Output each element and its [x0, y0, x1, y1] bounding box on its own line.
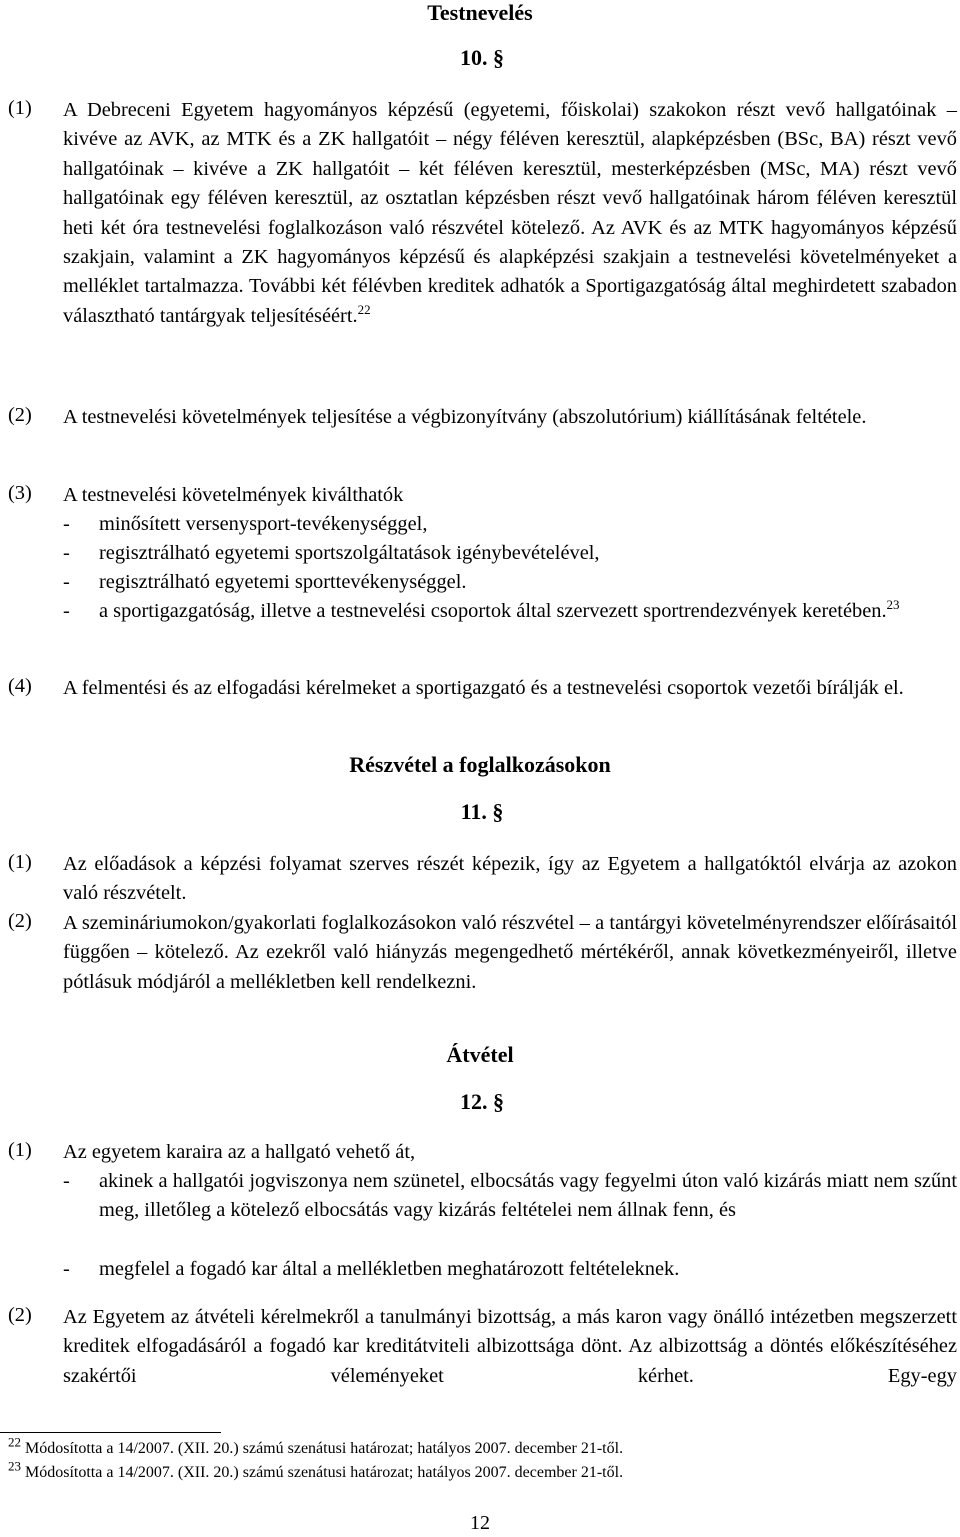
paragraph-number: (1)	[8, 97, 32, 119]
paragraph-10-1	[63, 96, 957, 391]
paragraph-number: (1)	[8, 851, 32, 873]
section-11-number: 11. §	[460, 799, 504, 824]
paragraph-10-2: A testnevelési követelmények teljesítése a végbizonyítvány (abszolutórium) kiállításának feltétele.	[63, 406, 867, 428]
footnote: $^{23}$ Módosította a 14/2007. (XII. 20.) számú szenátusi határozat; hatályos 2007. december 21-től.	[8, 1458, 624, 1481]
section-10-number: 10. §	[460, 45, 504, 70]
paragraph-number: (1)	[8, 1139, 32, 1161]
footnote-ref: 22	[357, 302, 371, 318]
paragraph-12-1: Az egyetem karaira az a hallgató vehető át,	[63, 1141, 416, 1163]
paragraph-number: (2)	[8, 404, 32, 426]
paragraph-10-4: A felmentési és az elfogadási kérelmeket a sportigazgató és a testnevelési csoportok vezetői bírálják el.	[63, 677, 904, 699]
section-12-number: 12. §	[460, 1089, 504, 1114]
paragraph-number: (4)	[8, 675, 32, 697]
paragraph-number: (3)	[8, 482, 32, 504]
paragraph-number: (2)	[8, 1304, 32, 1326]
list-item: - akinek a hallgatói jogviszonya nem szünetel, elbocsátás vagy fegyelmi úton való kizárás miatt nem szűnt meg, illetőleg a kötelező elbocsátás vagy kizárás feltételei nem állnak fenn, és	[63, 1170, 957, 1222]
footnote-ref: 23	[886, 597, 900, 613]
footnote-separator	[0, 1432, 221, 1433]
paragraph-number: (2)	[8, 910, 32, 932]
section-heading: Részvétel a foglalkozásokon	[349, 752, 611, 777]
paragraph-12-2: Az Egyetem az átvételi kérelmekről a tanulmányi bizottság, a más karon vagy önálló intézetben megszerzett kreditek elfogadásáról a fogadó kar kreditátviteli albizottsága dönt. Az albizottság a döntés előkészítéséhez szakértői véleményeket kérhet. Egy-egy	[63, 1306, 957, 1387]
page-title: Testnevelés	[427, 0, 533, 25]
document-page: Testnevelés 10. § (1) A Debreceni Egyetem hagyományos képzésű (egyetemi, főiskolai) szakokon részt vevő hallgatóinak – kivéve az AVK, az MTK és a ZK hallgatóit – négy féléven keresztül, alapképzésben (BSc, BA) részt vevő hallgatóinak – kivéve a ZK hallgatóit – két féléven keresztül, mesterképzésben (MSc, MA) részt vevő hallgatóinak egy féléven keresztül, az osztatlan képzésben részt vevő hallgatóinak három féléven keresztül heti két óra testnevelési foglalkozáson való részvétel kötelező. Az AVK és az MTK hagyományos képzésű szakjain, valamint a ZK hagyományos képzésű és alapképzési szakjain a testnevelési követelményeket a melléklet tartalmazza. További két félévben kreditek adhatók a Sportigazgatóság által meghirdetett szabadon választható tantárgyak teljesítéséért.$^{22}$ (2) A testnevelési követelmények teljesítése a végbizonyítvány (abszolutórium) kiállításának feltétele. (3) A testnevelési követelmények kiválthatók - minősített versenysport-tevékenységgel, - regisztrálható egyetemi sportszolgáltatások igénybevételével, - regisztrálható egyetemi sporttevékenységgel. - a sportigazgatóság, illetve a testnevelési csoportok által szervezett sportrendezvények keretében.$^{23}$ (4) A felmentési és az elfogadási kérelmeket a sportigazgató és a testnevelési csoportok vezetői bírálják el. Részvétel a foglalkozásokon 11. § (1) Az előadások a képzési folyamat szerves részét képezik, így az Egyetem a hallgatóktól elvárja az azokon való részvételt. (2) A szemináriumokon/gyakorlati foglalkozásokon való részvétel – a tantárgyi követelményrendszer előírásaitól függően – kötelező. Az ezekről való hiányzás megengedhető mértékéről, annak következményeiről, illetve pótlásuk módjáról a mellékletben kell rendelkezni. Átvétel 12. § (1) Az egyetem karaira az a hallgató vehető át, - akinek a hallgatói jogviszonya nem szünetel, elbocsátás vagy fegyelmi úton való kizárás miatt nem szűnt meg, illetőleg a kötelező elbocsátás vagy kizárás feltételei nem állnak fenn, és - megfelel a fogadó kar által a mellékletben meghatározott feltételeknek. (2) Az Egyetem az átvételi kérelmekről a tanulmányi bizottság, a más karon vagy önálló intézetben megszerzett kreditek elfogadásáról a fogadó kar kreditátviteli albizottsága dönt. Az albizottság a döntés előkészítéséhez szakértői véleményeket kérhet. Egy-egy $^{22}$ Módosította a 14/2007. (XII. 20.) számú szenátusi határozat; hatályos 2007. december 21-től. $^{23}$ Módosította a 14/2007. (XII. 20.) számú szenátusi határozat; hatályos 2007. december 21-től. 12	[0, 0, 960, 1537]
page-number: 12	[470, 1512, 490, 1534]
list-item: - a sportigazgatóság, illetve a testnevelési csoportok által szervezett sportrendezvények keretében.$^{23}$	[63, 597, 900, 622]
paragraph-11-2: A szemináriumokon/gyakorlati foglalkozásokon való részvétel – a tantárgyi követelményrendszer előírásaitól függően – kötelező. Az ezekről való hiányzás megengedhető mértékéről, annak következményeiről, illetve pótlásuk módjáról a mellékletben kell rendelkezni.	[63, 912, 957, 993]
paragraph-11-1: Az előadások a képzési folyamat szerves részét képezik, így az Egyetem a hallgatóktól elvárja az azokon való részvételt.	[63, 853, 957, 905]
paragraph-text: A Debreceni Egyetem hagyományos képzésű (egyetemi, főiskolai) szakokon részt vevő hallgatóinak – kivéve az AVK, az MTK és a ZK hallgatóit – négy féléven keresztül, alapképzésben (BSc, BA) részt vevő hallgatóinak – kivéve a ZK hallgatóit – két féléven keresztül, mesterképzésben (MSc, MA) részt vevő hallgatóinak egy féléven keresztül, az osztatlan képzésben részt vevő hallgatóinak három féléven keresztül heti két óra testnevelési foglalkozáson való részvétel kötelező. Az AVK és az MTK hagyományos képzésű szakjain, valamint a ZK hagyományos képzésű és alapképzési szakjain a testnevelési követelményeket a melléklet tartalmazza. További két félévben kreditek adhatók a Sportigazgatóság által meghirdetett szabadon választható tantárgyak teljesítéséért.	[63, 99, 957, 327]
footnote: $^{22}$ Módosította a 14/2007. (XII. 20.) számú szenátusi határozat; hatályos 2007. december 21-től.	[8, 1434, 624, 1457]
paragraph-10-3: A testnevelési követelmények kiválthatók	[63, 484, 404, 506]
section-heading: Átvétel	[446, 1042, 514, 1067]
